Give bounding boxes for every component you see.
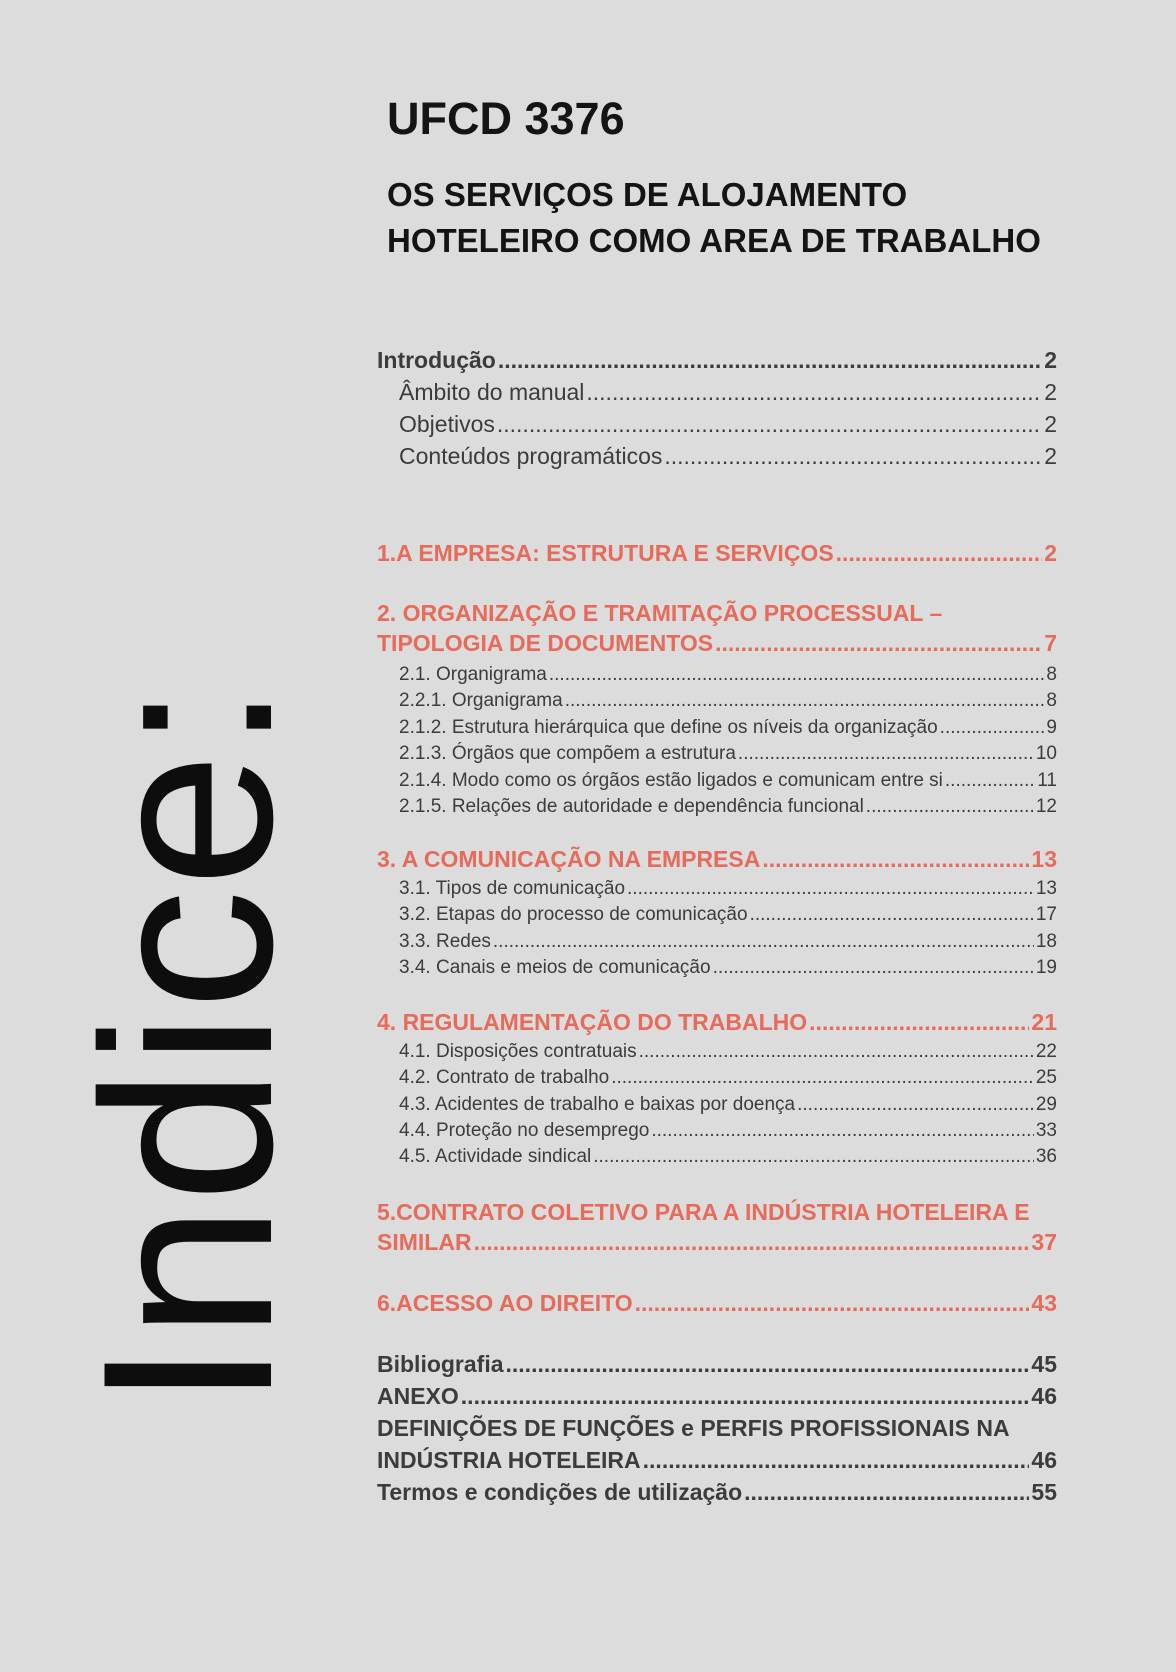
toc-entry-label: TIPOLOGIA DE DOCUMENTOS <box>377 630 714 656</box>
toc-entry-page: 46 <box>1031 1447 1057 1473</box>
toc-entry[interactable] <box>377 443 1057 470</box>
toc-entry-definicoes[interactable] <box>377 1447 1057 1474</box>
toc-leader-dots <box>639 1041 1034 1063</box>
toc-leader-dots <box>635 1290 1030 1317</box>
toc-entry-termos[interactable] <box>377 1479 1057 1506</box>
toc-entry-label: 2.1.4. Modo como os órgãos estão ligados e comunicam entre si <box>399 770 943 791</box>
side-title: Indice: <box>53 681 323 1409</box>
toc-leader-dots <box>611 1067 1034 1089</box>
toc-entry-page: 36 <box>1035 1146 1057 1167</box>
toc-section-5[interactable] <box>377 1229 1057 1256</box>
document-title-line-1: OS SERVIÇOS DE ALOJAMENTO <box>387 176 908 213</box>
toc-subentry[interactable] <box>377 717 1057 739</box>
toc-entry-page: 22 <box>1035 1041 1057 1062</box>
toc-leader-dots <box>750 904 1034 926</box>
toc-leader-dots <box>565 690 1045 712</box>
toc-entry-page: 45 <box>1031 1351 1057 1377</box>
toc-entry-page: 2 <box>1044 379 1057 405</box>
toc-leader-dots <box>836 540 1043 567</box>
toc-entry-label: Objetivos <box>399 411 495 437</box>
toc-entry-page: 25 <box>1035 1067 1057 1088</box>
toc-entry-page: 19 <box>1035 957 1057 978</box>
document-title-line-2: HOTELEIRO COMO AREA DE TRABALHO <box>387 222 1041 259</box>
toc-subentry[interactable] <box>377 690 1057 712</box>
toc-leader-dots <box>945 770 1035 792</box>
toc-entry-label: Termos e condições de utilização <box>377 1479 743 1505</box>
toc-entry-label: SIMILAR <box>377 1229 472 1255</box>
toc-entry-page: 46 <box>1031 1383 1057 1409</box>
toc-entry-definicoes-line-1[interactable]: DEFINIÇÕES DE FUNÇÕES e PERFIS PROFISSIONAIS NA <box>377 1415 1010 1441</box>
toc-leader-dots <box>627 878 1034 900</box>
toc-entry-page: 17 <box>1035 904 1057 925</box>
toc-entry-page: 13 <box>1031 846 1057 872</box>
toc-subentry[interactable] <box>377 1094 1057 1116</box>
toc-entry-page: 7 <box>1044 630 1057 656</box>
toc-entry-label: 2.1.2. Estrutura hierárquica que define os níveis da organização <box>399 717 938 738</box>
toc-section-2-line-1[interactable]: 2. ORGANIZAÇÃO E TRAMITAÇÃO PROCESSUAL – <box>377 600 943 626</box>
toc-subentry[interactable] <box>377 770 1057 792</box>
toc-subentry[interactable] <box>377 878 1057 900</box>
toc-entry-page: 18 <box>1035 931 1057 952</box>
toc-entry-page: 8 <box>1046 690 1057 711</box>
toc-leader-dots <box>744 1479 1029 1506</box>
toc-leader-dots <box>866 796 1034 818</box>
toc-leader-dots <box>506 1351 1030 1378</box>
toc-leader-dots <box>593 1146 1034 1168</box>
toc-entry-page: 55 <box>1031 1479 1057 1505</box>
document-title <box>387 172 1041 264</box>
toc-subentry[interactable] <box>377 743 1057 765</box>
toc-entry-label: Âmbito do manual <box>399 379 585 405</box>
toc-entry-label: 4.1. Disposições contratuais <box>399 1041 637 1062</box>
toc-entry-label: 4.5. Actividade sindical <box>399 1146 592 1167</box>
toc-leader-dots <box>643 1447 1030 1474</box>
toc-leader-dots <box>762 846 1029 873</box>
toc-entry-page: 11 <box>1037 770 1057 791</box>
toc-section-5-line-1[interactable]: 5.CONTRATO COLETIVO PARA A INDÚSTRIA HOTELEIRA E <box>377 1199 1030 1225</box>
toc-leader-dots <box>664 443 1042 470</box>
toc-leader-dots <box>549 664 1045 686</box>
toc-entry[interactable] <box>377 379 1057 406</box>
toc-section-4[interactable] <box>377 1009 1057 1036</box>
toc-section-3[interactable] <box>377 846 1057 873</box>
toc-leader-dots <box>809 1009 1029 1036</box>
toc-leader-dots <box>586 379 1042 406</box>
toc-section-2[interactable] <box>377 630 1057 657</box>
toc-entry-label: 4.2. Contrato de trabalho <box>399 1067 610 1088</box>
toc-entry-label: 4. REGULAMENTAÇÃO DO TRABALHO <box>377 1009 808 1035</box>
toc-entry-page: 21 <box>1031 1009 1057 1035</box>
toc-entry-page: 9 <box>1046 717 1057 738</box>
toc-entry-label: 3.4. Canais e meios de comunicação <box>399 957 711 978</box>
toc-leader-dots <box>651 1120 1034 1142</box>
toc-entry-label: Bibliografia <box>377 1351 504 1377</box>
toc-leader-dots <box>940 717 1045 739</box>
toc-entry-page: 2 <box>1044 347 1057 373</box>
toc-entry-label: 3.1. Tipos de comunicação <box>399 878 626 899</box>
toc-subentry[interactable] <box>377 796 1057 818</box>
toc-leader-dots <box>498 347 1042 374</box>
toc-subentry[interactable] <box>377 1067 1057 1089</box>
toc-entry-page: 10 <box>1035 743 1057 764</box>
toc-entry-label: Conteúdos programáticos <box>399 443 663 469</box>
toc-leader-dots <box>797 1094 1034 1116</box>
toc-section-1[interactable] <box>377 540 1057 567</box>
toc-entry-page: 13 <box>1035 878 1057 899</box>
toc-leader-dots <box>715 630 1042 657</box>
toc-entry-label: Introdução <box>377 347 496 373</box>
toc-leader-dots <box>738 743 1034 765</box>
toc-subentry[interactable] <box>377 1120 1057 1142</box>
toc-entry-bibliografia[interactable] <box>377 1351 1057 1378</box>
toc-subentry[interactable] <box>377 931 1057 953</box>
toc-entry-page: 29 <box>1035 1094 1057 1115</box>
toc-entry-label: 4.4. Proteção no desemprego <box>399 1120 650 1141</box>
toc-entry-label: 2.1.5. Relações de autoridade e dependência funcional <box>399 796 864 817</box>
toc-leader-dots <box>474 1229 1030 1256</box>
toc-leader-dots <box>497 411 1042 438</box>
toc-entry-label: INDÚSTRIA HOTELEIRA <box>377 1447 641 1473</box>
toc-entry-page: 8 <box>1046 664 1057 685</box>
toc-entry-page: 2 <box>1044 443 1057 469</box>
toc-entry-page: 12 <box>1035 796 1057 817</box>
toc-entry-label: 3.3. Redes <box>399 931 491 952</box>
toc-entry-label: 2.1. Organigrama <box>399 664 547 685</box>
toc-subentry[interactable] <box>377 904 1057 926</box>
document-code: UFCD 3376 <box>387 93 625 144</box>
toc-entry-label: 3. A COMUNICAÇÃO NA EMPRESA <box>377 846 761 872</box>
toc-entry-label: 1.A EMPRESA: ESTRUTURA E SERVIÇOS <box>377 540 834 566</box>
toc-entry-introducao[interactable] <box>377 347 1057 374</box>
toc-entry-label: 6.ACESSO AO DIREITO <box>377 1290 633 1316</box>
toc-entry-page: 33 <box>1035 1120 1057 1141</box>
toc-subentry[interactable] <box>377 1041 1057 1063</box>
toc-leader-dots <box>493 931 1034 953</box>
toc-entry[interactable] <box>377 411 1057 438</box>
toc-entry-page: 2 <box>1044 411 1057 437</box>
toc-entry-label: 2.2.1. Organigrama <box>399 690 563 711</box>
toc-entry-page: 2 <box>1044 540 1057 566</box>
toc-entry-label: ANEXO <box>377 1383 459 1409</box>
toc-entry-label: 4.3. Acidentes de trabalho e baixas por doença <box>399 1094 796 1115</box>
toc-subentry[interactable] <box>377 1146 1057 1168</box>
toc-entry-anexo[interactable] <box>377 1383 1057 1410</box>
toc-leader-dots <box>461 1383 1030 1410</box>
toc-entry-label: 3.2. Etapas do processo de comunicação <box>399 904 748 925</box>
toc-subentry[interactable] <box>377 664 1057 686</box>
toc-entry-label: 2.1.3. Órgãos que compõem a estrutura <box>399 743 736 764</box>
toc-section-6[interactable] <box>377 1290 1057 1317</box>
toc-entry-page: 43 <box>1031 1290 1057 1316</box>
toc-subentry[interactable] <box>377 957 1057 979</box>
toc-entry-page: 37 <box>1031 1229 1057 1255</box>
toc-leader-dots <box>713 957 1034 979</box>
